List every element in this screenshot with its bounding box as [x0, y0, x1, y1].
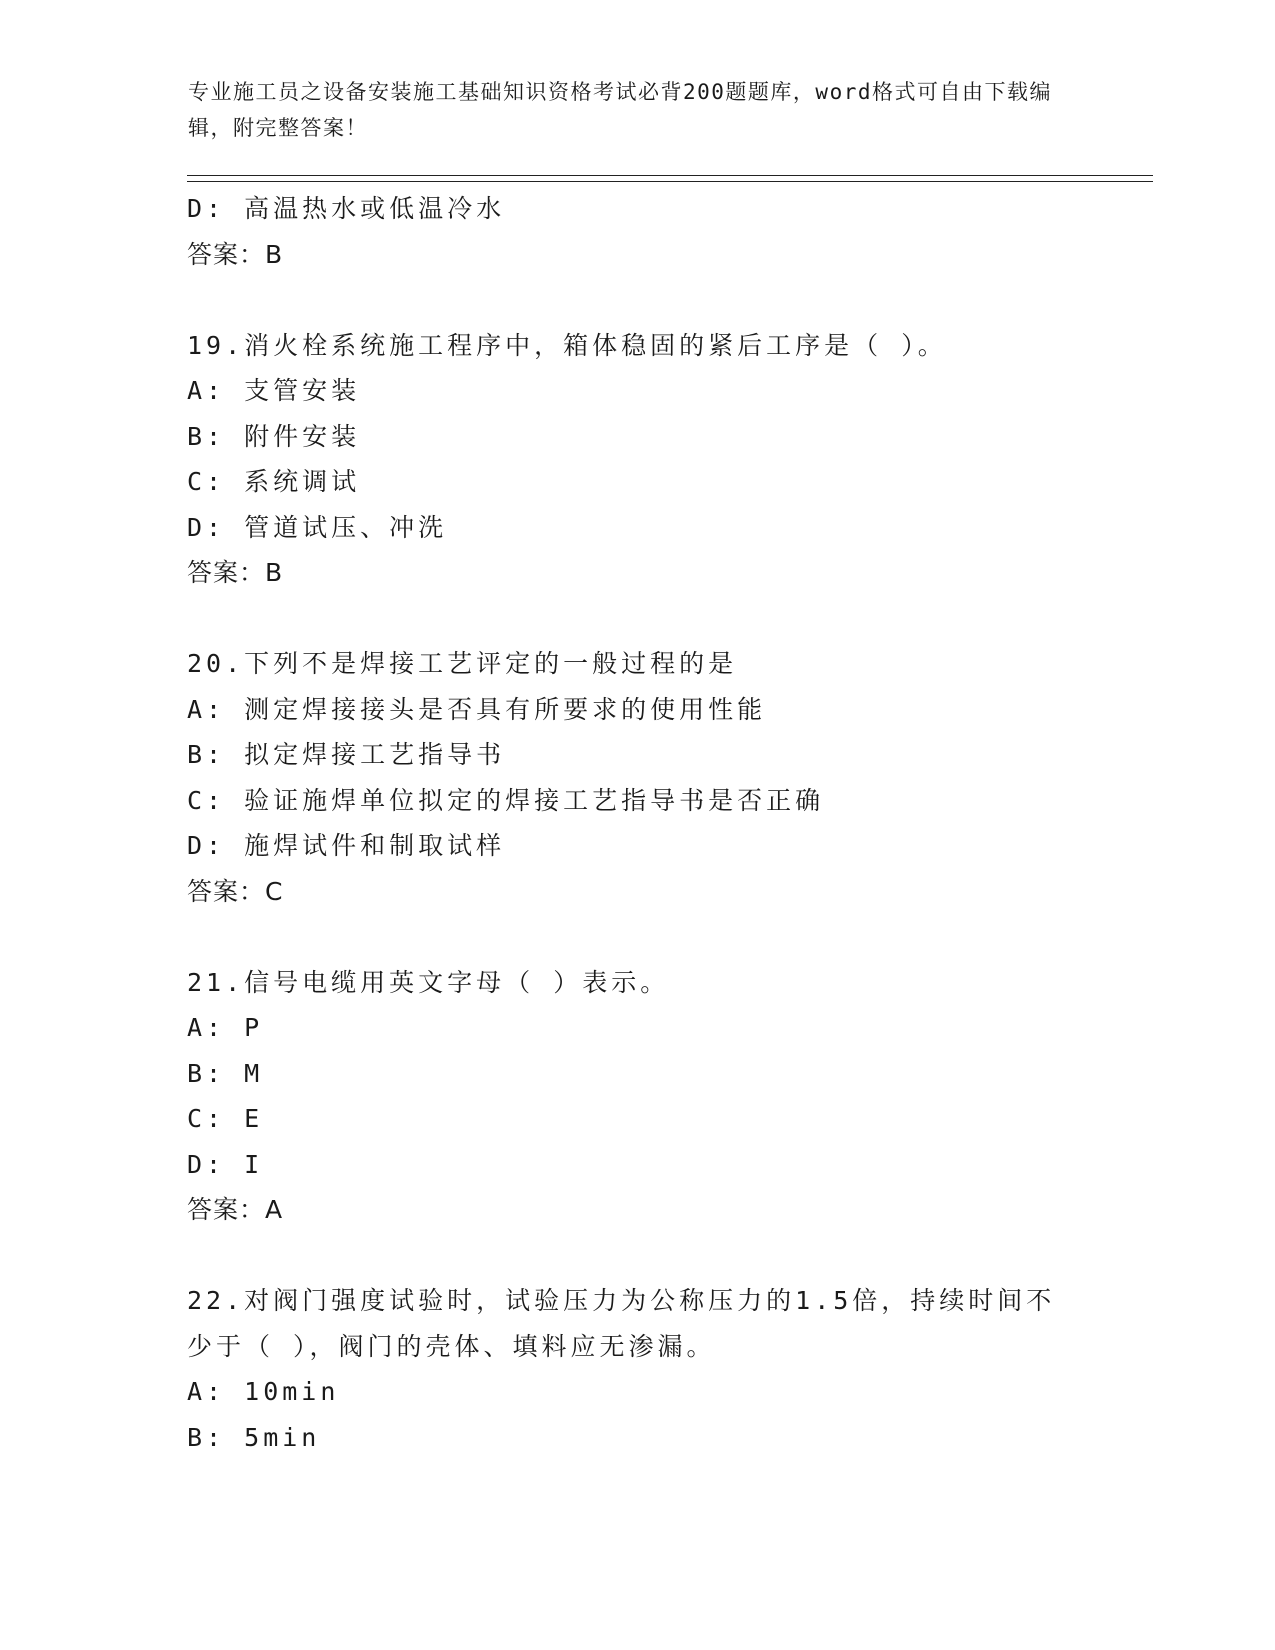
option-b: B: M [187, 1058, 264, 1088]
option-b: B: 附件安装 [187, 421, 361, 451]
option-a: A: 支管安装 [187, 376, 361, 405]
question-list [187, 186, 1087, 1460]
header-rule-top [187, 175, 1153, 176]
answer-line: 答案：C [187, 876, 284, 906]
question-22 [187, 1278, 1087, 1460]
option-c: C: 验证施焊单位拟定的焊接工艺指导书是否正确 [187, 785, 825, 815]
question-stem: 21.信号电缆用英文字母（ ）表示。 [187, 967, 670, 997]
answer-line: 答案：B [187, 239, 284, 269]
option-b: B: 拟定焊接工艺指导书 [187, 740, 506, 769]
option-b: B: 5min [187, 1422, 321, 1452]
question-stem: 20.下列不是焊接工艺评定的一般过程的是 [187, 649, 738, 678]
option-a: A: P [187, 1013, 264, 1042]
option-d: D: 高温热水或低温冷水 [187, 194, 506, 223]
answer-line: 答案：B [187, 558, 284, 587]
option-c: C: E [187, 1104, 264, 1133]
option-d: D: 施焊试件和制取试样 [187, 831, 506, 860]
option-a: A: 测定焊接接头是否具有所要求的使用性能 [187, 694, 767, 724]
question-21 [187, 960, 1087, 1233]
question-stem: 22.对阀门强度试验时，试验压力为公称压力的1.5倍，持续时间不少于（ ），阀门的壳体、填料应无渗漏。 [187, 1286, 1056, 1361]
question-stem: 19.消火栓系统施工程序中，箱体稳固的紧后工序是（ ）。 [187, 330, 947, 360]
question-19 [187, 323, 1087, 596]
question-20 [187, 641, 1087, 914]
option-d: D: 管道试压、冲洗 [187, 512, 448, 542]
option-d: D: I [187, 1149, 264, 1179]
header-rule-bottom [187, 181, 1153, 182]
option-a: A: 10min [187, 1377, 340, 1406]
option-c: C: 系统调试 [187, 467, 361, 496]
document-header: 专业施工员之设备安装施工基础知识资格考试必背200题题库，word格式可自由下载编辑，附完整答案！ [188, 80, 1052, 140]
answer-line: 答案：A [187, 1195, 284, 1224]
